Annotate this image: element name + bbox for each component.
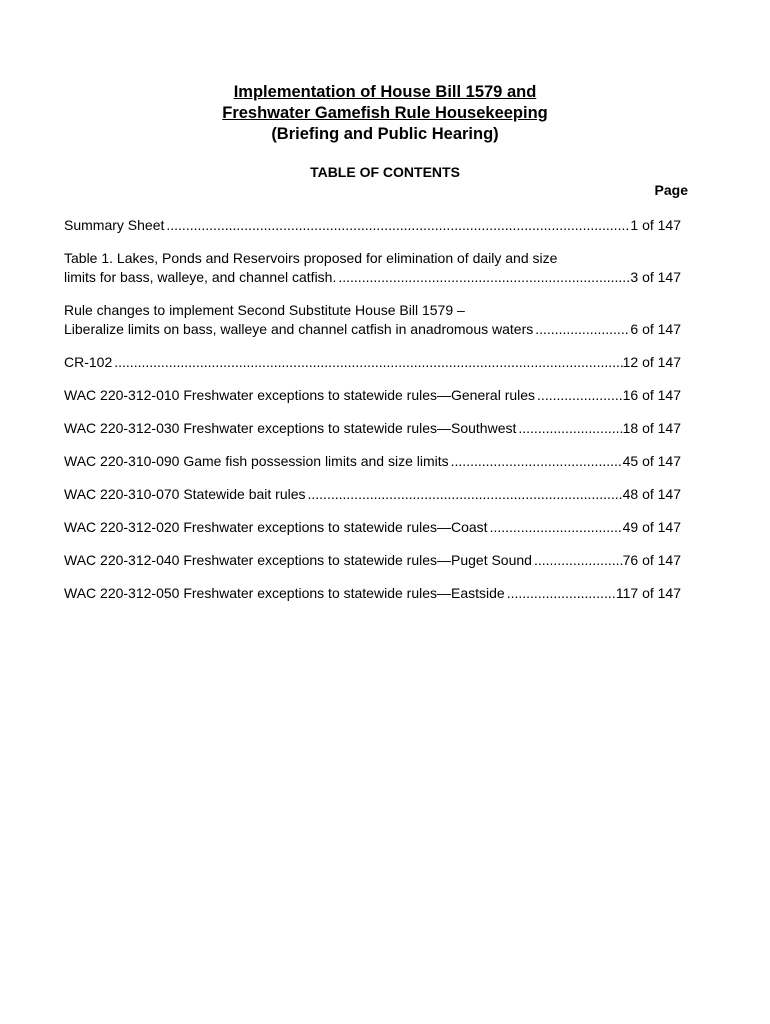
toc-entry-title: WAC 220-312-010 Freshwater exceptions to statewide rules—General rules	[64, 387, 536, 403]
toc-entry-line	[64, 452, 681, 471]
toc-entry-page: 12 of 147	[622, 354, 681, 370]
toc-entry-title: Summary Sheet	[64, 217, 165, 233]
toc-entry	[64, 353, 681, 372]
toc-entry	[64, 249, 681, 287]
toc-entry-title: WAC 220-310-090 Game fish possession limits and size limits	[64, 453, 449, 469]
toc-entry-page: 49 of 147	[622, 519, 681, 535]
dot-leader	[306, 485, 623, 504]
dot-leader	[505, 584, 616, 603]
toc-entry	[64, 419, 681, 438]
title-line-3: (Briefing and Public Hearing)	[271, 125, 499, 143]
page-column-label: Page	[654, 182, 688, 198]
toc-entry-line	[64, 268, 681, 287]
toc-entry-page: 6 of 147	[630, 321, 681, 337]
toc-entry	[64, 386, 681, 405]
dot-leader	[164, 216, 630, 235]
toc-entry-line	[64, 419, 681, 438]
toc-entry	[64, 584, 681, 603]
toc-entry-title: WAC 220-312-050 Freshwater exceptions to statewide rules—Eastside	[64, 585, 505, 601]
dot-leader	[532, 551, 623, 570]
toc-entry-title: limits for bass, walleye, and channel catfish.	[64, 269, 337, 285]
toc-entry-title: CR-102	[64, 354, 113, 370]
toc-entry-line	[64, 485, 681, 504]
dot-leader	[488, 518, 623, 537]
toc-entry-page: 76 of 147	[622, 552, 681, 568]
dot-leader	[533, 320, 630, 339]
document-title	[0, 82, 770, 145]
toc-entry	[64, 485, 681, 504]
toc-entry-page: 45 of 147	[622, 453, 681, 469]
toc-entry-line	[64, 518, 681, 537]
dot-leader	[336, 268, 630, 287]
dot-leader	[112, 353, 622, 372]
toc-entry	[64, 216, 681, 235]
toc-entry-page: 1 of 147	[630, 217, 681, 233]
title-line-2: Freshwater Gamefish Rule Housekeeping	[222, 104, 548, 122]
toc-entry	[64, 518, 681, 537]
dot-leader	[535, 386, 623, 405]
dot-leader	[449, 452, 623, 471]
toc-heading: TABLE OF CONTENTS	[310, 164, 460, 180]
toc-entry	[64, 551, 681, 570]
toc-entry-line	[64, 320, 681, 339]
toc-entry-page: 48 of 147	[622, 486, 681, 502]
dot-leader	[516, 419, 622, 438]
toc-entry-page: 3 of 147	[630, 269, 681, 285]
toc-entry-line	[64, 551, 681, 570]
toc-entry-line	[64, 584, 681, 603]
toc-entry-page: 18 of 147	[622, 420, 681, 436]
toc-entry	[64, 301, 681, 339]
toc-entry-prefix: Rule changes to implement Second Substitute House Bill 1579 –	[64, 302, 465, 318]
toc-entry-page: 16 of 147	[622, 387, 681, 403]
title-line-1: Implementation of House Bill 1579 and	[233, 83, 537, 101]
toc-entry-line	[64, 216, 681, 235]
toc-entry-title: Liberalize limits on bass, walleye and channel catfish in anadromous waters	[64, 321, 534, 337]
table-of-contents	[64, 216, 681, 617]
toc-entry-page: 117 of 147	[615, 585, 681, 601]
toc-entry-title: WAC 220-312-020 Freshwater exceptions to statewide rules—Coast	[64, 519, 488, 535]
toc-entry-title: WAC 220-312-030 Freshwater exceptions to statewide rules—Southwest	[64, 420, 517, 436]
toc-entry-line	[64, 386, 681, 405]
toc-entry-title: WAC 220-312-040 Freshwater exceptions to statewide rules—Puget Sound	[64, 552, 532, 568]
toc-entry-title: WAC 220-310-070 Statewide bait rules	[64, 486, 306, 502]
toc-entry-prefix: Table 1. Lakes, Ponds and Reservoirs proposed for elimination of daily and size	[64, 250, 558, 266]
toc-entry	[64, 452, 681, 471]
toc-entry-line	[64, 353, 681, 372]
